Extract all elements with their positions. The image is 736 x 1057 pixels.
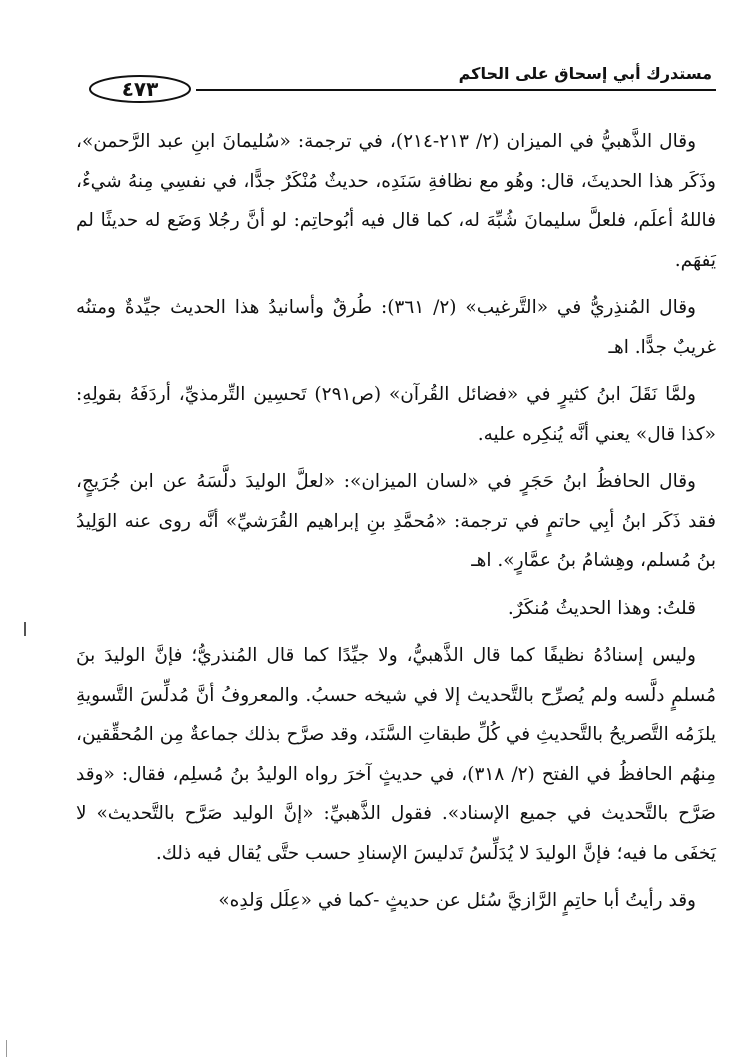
running-title: مستدرك أبي إسحاق على الحاكم [458,64,712,83]
margin-mark [24,622,26,636]
paragraph-4: وقال الحافظُ ابنُ حَجَرٍ في «لسان الميزان»: «لعلَّ الوليدَ دلَّسَهُ عن ابن جُرَيجٍ، فقد ذَكَر ابنُ أبِي حاتمٍ في ترجمة: «مُحمَّدِ بنِ إبراهيم القُرَشيِّ» أنَّه روى عنه الوَلِيدُ بنُ مُسلم، وهِشامُ بنُ عمَّارٍ». اهـ [76,471,716,571]
paragraph-3: ولمَّا نَقَلَ ابنُ كثيرٍ في «فضائل القُرآن» (ص٢٩١) تَحسِين التِّرمذيِّ، أردَفَهُ بقولِهِ: «كذا قال» يعني أنَّه يُنكِره عليه. [76,384,716,445]
scan-edge-mark [6,1040,7,1057]
header-rule [196,89,716,91]
page-number: ٤٧٣ [121,77,159,101]
paragraph-1: وقال الذَّهبيُّ في الميزان (٢/ ٢١٣-٢١٤)، في ترجمة: «سُليمانَ ابنِ عبد الرَّحمن»، وذَكَر هذا الحديثَ، قال: وهُو مع نظافةِ سَنَدِه، حديثٌ مُنْكَرٌ جدًّا، في نفسِي مِنهُ شيءٌ، فاللهُ أعلَم، فلعلَّ سليمانَ شُبِّهَ له، كما قال فيه أبُوحاتِم: لو أنَّ رجُلا وَضَع له حديثًا لم يَفهَم. [76,131,716,271]
page-header [84,58,716,101]
paragraph-6: وليس إسنادُهُ نظيفًا كما قال الذَّهبيُّ، ولا جيِّدًا كما قال المُنذريُّ؛ فإنَّ الوليدَ بنَ مُسلمٍ دلَّسه ولم يُصرِّح بالتَّحديث إلا في شيخه حسبُ. والمعروفُ أنَّ مُدلِّسَ التَّسويةِ يلزَمُه التَّصريحُ بالتَّحديثِ في كُلِّ طبقاتِ السَّنَد، وقد صرَّح بذلك جماعةٌ مِن المُحقِّقين، مِنهُم الحافظُ في الفتح (٢/ ٣١٨)، في حديثٍ آخرَ رواه الوليدُ بنُ مُسلِم، فقال: «وقد صَرَّح بالتَّحديث في جميع الإسناد». فقول الذَّهبيِّ: «إنَّ الوليد صَرَّح بالتَّحديث» لا يَخفَى ما فيه؛ فإنَّ الوليدَ لا يُدَلِّسُ تَدليسَ الإسنادِ حسب حتَّى يُقال فيه ذلك. [76,645,716,864]
paragraph-7: وقد رأيتُ أبا حاتِمٍ الرَّازيَّ سُئل عن حديثٍ -كما في «عِلَل وَلدِه» [218,890,696,911]
body-text [76,122,716,921]
paragraph-2: وقال المُنذِريُّ في «التَّرغيب» (٢/ ٣٦١): طُرقٌ وأسانيدُ هذا الحديث جيِّدةٌ ومتنُه غريبٌ جدًّا. اهـ [76,297,716,358]
paragraph-5: قلتُ: وهذا الحديثُ مُنكَرٌ. [507,597,696,619]
page-number-badge [88,74,192,104]
